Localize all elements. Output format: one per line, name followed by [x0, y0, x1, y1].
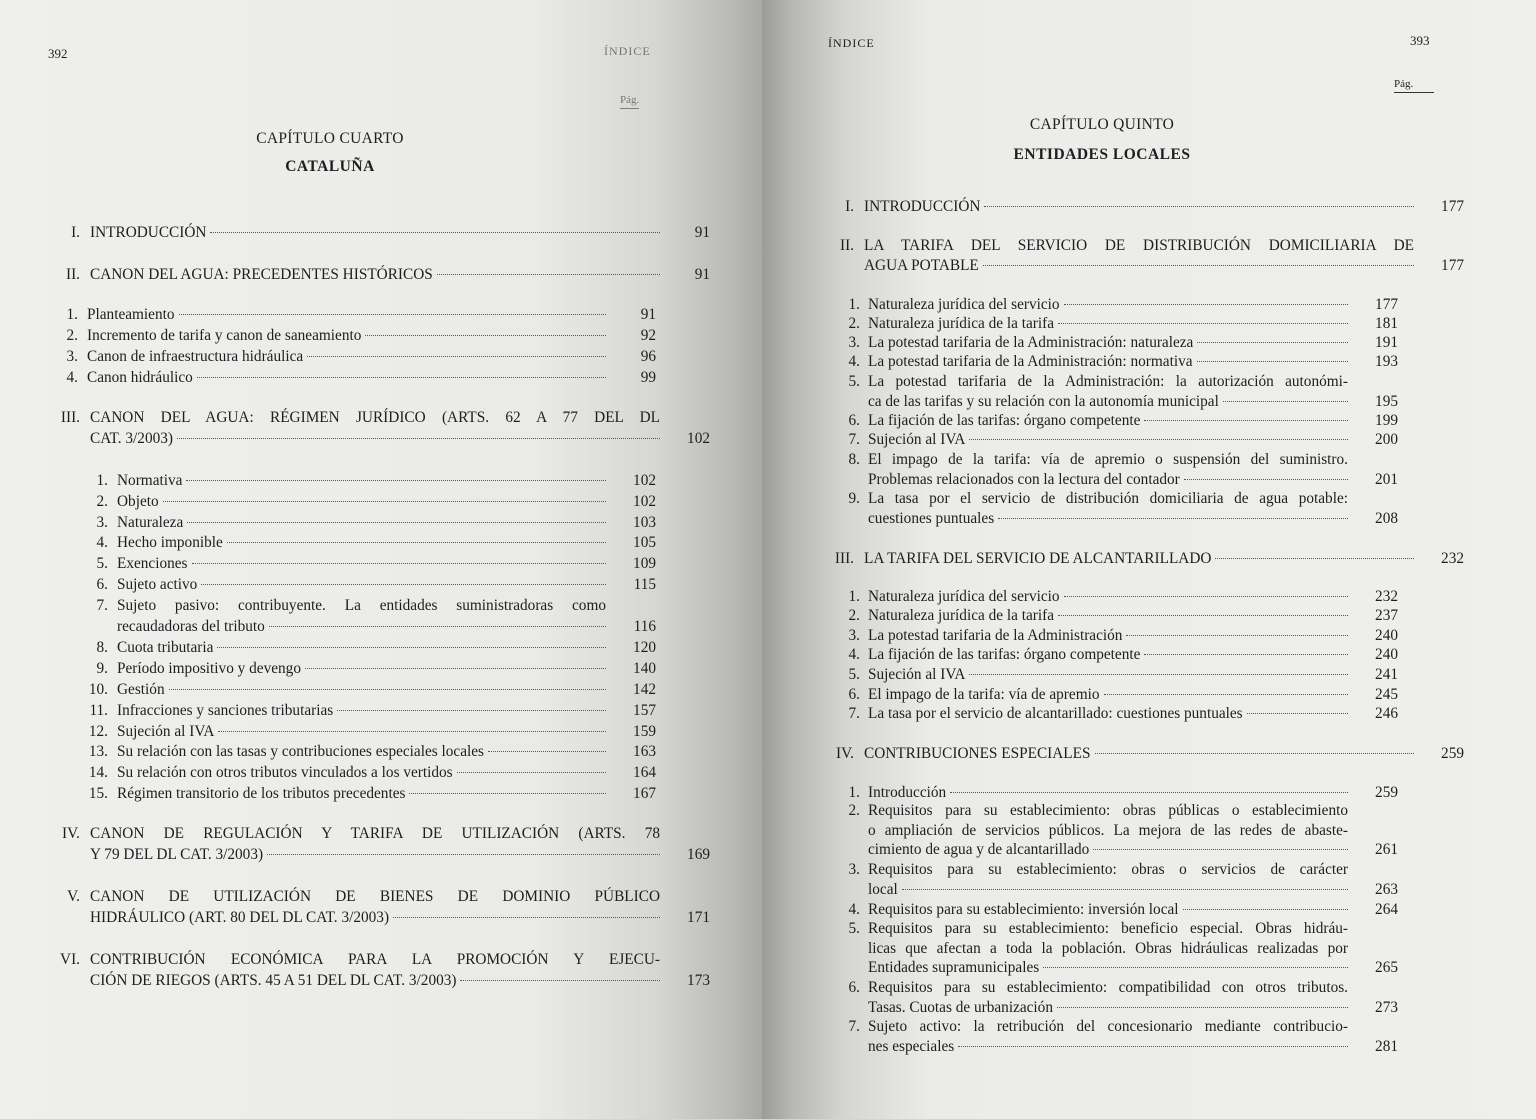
- dot-leader: [1043, 964, 1348, 968]
- toc-entry: [0, 304, 680, 325]
- toc-entry-page: 237: [1375, 607, 1398, 624]
- page-number: 392: [48, 46, 68, 61]
- toc-entry-title-line: La potestad tarifaria de la Administración: [868, 627, 1123, 644]
- toc-entry-title-line: Naturaleza: [117, 514, 184, 531]
- dot-leader: [307, 353, 606, 357]
- toc-entry-title-line: Introducción: [868, 784, 947, 801]
- toc-entry: [762, 352, 1442, 372]
- toc-entry-title-line: o ampliación de servicios públicos. La mejora de las redes de abaste-: [868, 821, 1348, 839]
- toc-entry-title-line: Entidades supramunicipales: [868, 959, 1040, 976]
- toc-entry: [762, 626, 1442, 646]
- toc-entry-title-line: La tasa por el servicio de alcantarillado: cuestiones puntuales: [868, 705, 1243, 722]
- toc-entry: [0, 721, 680, 742]
- toc-entry-page: 91: [694, 266, 710, 283]
- toc-entry: [762, 783, 1442, 803]
- toc-entry-page: 102: [633, 472, 656, 489]
- toc-entry-number: 14.: [88, 764, 108, 781]
- toc-entry-page: 103: [633, 514, 656, 531]
- toc-entry-number: II.: [839, 237, 854, 254]
- dot-leader: [169, 686, 606, 690]
- toc-entry: [0, 491, 680, 512]
- toc-entry-title-line: INTRODUCCIÓN: [864, 198, 981, 215]
- dot-leader: [1058, 612, 1348, 616]
- toc-entry-number: IV.: [62, 825, 80, 842]
- toc-entry-title-line: Gestión: [117, 681, 165, 698]
- toc-entry-number: V.: [67, 888, 80, 905]
- toc-entry-page: 201: [1375, 470, 1398, 488]
- toc-entry-page: 105: [633, 534, 656, 551]
- toc-entry-number: 4.: [848, 901, 860, 918]
- dot-leader: [983, 262, 1414, 266]
- toc-entry-number: 5.: [96, 555, 108, 572]
- toc-entry-title-line: local: [868, 880, 898, 898]
- dot-leader: [1197, 358, 1348, 362]
- dot-leader: [267, 851, 660, 855]
- dot-leader: [958, 1043, 1348, 1047]
- toc-entry-number: 3.: [66, 348, 78, 365]
- toc-entry-number: 4.: [66, 369, 78, 386]
- toc-entry-title-line: Sujeción al IVA: [117, 723, 215, 740]
- toc-entry-page: 167: [633, 785, 656, 802]
- toc-entry-page: 240: [1375, 627, 1398, 644]
- toc-entry-title-line: La fijación de las tarifas: órgano competente: [868, 646, 1141, 663]
- toc-entry-page: 195: [1375, 392, 1398, 410]
- toc-entry-title-line: Sujeto activo: la retribución del concesionario mediante contribucio-: [868, 1018, 1348, 1035]
- toc-entry-page: 261: [1375, 841, 1398, 858]
- toc-entry-page: 232: [1441, 550, 1464, 567]
- toc-entry-page: 181: [1375, 315, 1398, 332]
- toc-entry: [762, 606, 1442, 626]
- dot-leader: [227, 539, 606, 543]
- toc-entry-title-line: CIÓN DE RIEGOS (ARTS. 45 A 51 DEL DL CAT. 3/2003): [90, 972, 457, 989]
- toc-entry-page: 281: [1375, 1037, 1398, 1055]
- dot-leader: [409, 790, 606, 794]
- toc-entry-number: VI.: [60, 951, 80, 968]
- toc-entry-title-line: Incremento de tarifa y canon de saneamiento: [87, 327, 362, 344]
- toc-entry-page: 115: [633, 576, 656, 593]
- dot-leader: [437, 271, 660, 275]
- toc-entry-title-line: cimiento de agua y de alcantarillado: [868, 841, 1090, 858]
- toc-entry: [762, 860, 1442, 899]
- toc-entry-number: 3.: [848, 627, 860, 644]
- toc-entry: [54, 222, 734, 243]
- dot-leader: [1183, 906, 1348, 910]
- toc-entry: [762, 801, 1442, 860]
- toc-entry-number: 7.: [848, 431, 860, 448]
- dot-leader: [969, 671, 1348, 675]
- toc-entry-page: 264: [1375, 901, 1398, 918]
- toc-entry-page: 99: [640, 369, 656, 386]
- toc-entry-page: 200: [1375, 431, 1398, 448]
- dot-leader: [1095, 750, 1415, 754]
- dot-leader: [1093, 846, 1348, 850]
- toc-entry: [762, 587, 1442, 607]
- toc-entry-page: 142: [633, 681, 656, 698]
- toc-entry-title-line: Régimen transitorio de los tributos precedentes: [117, 785, 406, 802]
- dot-leader: [201, 581, 606, 585]
- toc-entry-page: 140: [633, 660, 656, 677]
- chapter-label: CAPÍTULO QUINTO: [1029, 116, 1175, 133]
- toc-entry-title-line: Requisitos para su establecimiento: compatibilidad con otros tributos.: [868, 979, 1348, 996]
- toc-entry-number: 1.: [848, 588, 860, 605]
- toc-entry-title-line: recaudadoras del tributo: [117, 618, 265, 635]
- toc-entry-number: 5.: [848, 666, 860, 683]
- dot-leader: [998, 515, 1348, 519]
- toc-entry: [762, 978, 1442, 1017]
- toc-entry-number: 6.: [96, 576, 108, 593]
- dot-leader: [984, 203, 1414, 207]
- toc-entry-title-line: Normativa: [117, 472, 183, 489]
- toc-entry-title-line: AGUA POTABLE: [864, 256, 979, 274]
- toc-entry-title-line: Naturaleza jurídica del servicio: [868, 296, 1060, 313]
- dot-leader: [1104, 691, 1349, 695]
- toc-entry-page: 159: [633, 723, 656, 740]
- running-head: ÍNDICE: [604, 44, 651, 58]
- toc-entry-number: 4.: [848, 353, 860, 370]
- toc-entry-title-line: CANON DEL AGUA: RÉGIMEN JURÍDICO (ARTS. 62 A 77 DEL DL: [90, 409, 660, 426]
- toc-entry-number: 6.: [848, 412, 860, 429]
- toc-entry-page: 208: [1375, 509, 1398, 527]
- toc-entry-number: 12.: [88, 723, 108, 740]
- toc-entry-page: 263: [1375, 880, 1398, 898]
- running-head: ÍNDICE: [828, 36, 875, 50]
- toc-entry: [762, 900, 1442, 920]
- toc-entry-title-line: licas que afectan a toda la población. Obras hidráulicas realizadas por: [868, 939, 1348, 957]
- dot-leader: [210, 229, 660, 233]
- toc-entry-title-line: La potestad tarifaria de la Administración: naturaleza: [868, 334, 1194, 351]
- toc-entry: [762, 704, 1442, 724]
- toc-entry: [0, 470, 680, 491]
- toc-entry: [828, 236, 1508, 275]
- dot-leader: [393, 914, 660, 918]
- toc-entry-page: 173: [687, 972, 710, 989]
- toc-entry: [0, 679, 680, 700]
- toc-entry-number: III.: [834, 550, 854, 567]
- toc-entry-title-line: Naturaleza jurídica del servicio: [868, 588, 1060, 605]
- toc-entry: [54, 407, 734, 449]
- toc-entry: [762, 645, 1442, 665]
- toc-entry: [0, 741, 680, 762]
- toc-entry-number: 11.: [89, 702, 108, 719]
- chapter-title: ENTIDADES LOCALES: [1013, 146, 1191, 163]
- toc-entry: [762, 919, 1442, 978]
- toc-entry: [0, 367, 680, 388]
- toc-entry-page: 199: [1375, 412, 1398, 429]
- toc-entry-title-line: CONTRIBUCIÓN ECONÓMICA PARA LA PROMOCIÓN Y EJECU-: [90, 951, 660, 968]
- toc-entry: [762, 685, 1442, 705]
- toc-entry: [0, 762, 680, 783]
- dot-leader: [1064, 593, 1348, 597]
- toc-entry-title-line: cuestiones puntuales: [868, 509, 995, 527]
- toc-entry: [0, 325, 680, 346]
- toc-entry-number: I.: [71, 224, 80, 241]
- toc-entry-number: 1.: [848, 784, 860, 801]
- toc-entry-title-line: El impago de la tarifa: vía de apremio: [868, 686, 1100, 703]
- toc-entry-title-line: El impago de la tarifa: vía de apremio o suspensión del suministro.: [868, 451, 1348, 468]
- toc-entry-number: 9.: [848, 490, 860, 507]
- toc-entry: [0, 512, 680, 533]
- toc-entry: [0, 595, 680, 637]
- toc-entry: [0, 532, 680, 553]
- toc-entry: [828, 549, 1508, 569]
- chapter-label: CAPÍTULO CUARTO: [256, 130, 404, 147]
- toc-entry-number: I.: [845, 198, 854, 215]
- dot-leader: [269, 623, 606, 627]
- dot-leader: [969, 436, 1348, 440]
- toc-entry-title-line: La tasa por el servicio de distribución domiciliaria de agua potable:: [868, 490, 1348, 507]
- toc-entry-number: 5.: [848, 920, 860, 937]
- toc-entry-title-line: Sujeto pasivo: contribuyente. La entidades suministradoras como: [117, 597, 606, 614]
- toc-entry-number: 1.: [96, 472, 108, 489]
- toc-entry-title-line: Exenciones: [117, 555, 188, 572]
- dot-leader: [187, 519, 606, 523]
- dot-leader: [177, 435, 660, 439]
- toc-entry: [762, 489, 1442, 528]
- toc-entry-title-line: CANON DE UTILIZACIÓN DE BIENES DE DOMINIO PÚBLICO: [90, 888, 660, 905]
- pag-label: Pág.: [620, 94, 639, 109]
- toc-entry: [762, 372, 1442, 411]
- toc-entry-title-line: Canon de infraestructura hidráulica: [87, 348, 304, 365]
- toc-entry-title-line: Requisitos para su establecimiento: obras públicas o establecimiento: [868, 802, 1348, 819]
- toc-entry-page: 120: [633, 639, 656, 656]
- dot-leader: [197, 374, 606, 378]
- toc-entry-number: 7.: [96, 597, 108, 614]
- toc-entry-page: 102: [633, 493, 656, 510]
- toc-entry: [0, 553, 680, 574]
- toc-entry-title-line: CANON DE REGULACIÓN Y TARIFA DE UTILIZACIÓN (ARTS. 78: [90, 825, 660, 842]
- toc-entry-number: 15.: [88, 785, 108, 802]
- toc-entry-title-line: Su relación con las tasas y contribuciones especiales locales: [117, 743, 484, 760]
- right-page: [762, 0, 1536, 1119]
- dot-leader: [192, 560, 606, 564]
- toc-entry-title-line: Requisitos para su establecimiento: inversión local: [868, 901, 1179, 918]
- toc-entry-page: 265: [1375, 959, 1398, 976]
- toc-entry-page: 163: [633, 743, 656, 760]
- dot-leader: [1223, 398, 1348, 402]
- toc-entry-title-line: La potestad tarifaria de la Administración: la autorización autonómi-: [868, 373, 1348, 390]
- dot-leader: [950, 789, 1348, 793]
- toc-entry-number: 3.: [96, 514, 108, 531]
- toc-entry-number: III.: [60, 409, 80, 426]
- toc-entry: [54, 823, 734, 865]
- toc-entry-page: 177: [1441, 198, 1464, 215]
- toc-entry: [762, 1017, 1442, 1056]
- dot-leader: [460, 977, 660, 981]
- toc-entry-page: 91: [694, 224, 710, 241]
- toc-entry: [0, 700, 680, 721]
- toc-entry-title-line: Sujeción al IVA: [868, 666, 966, 683]
- toc-entry: [762, 665, 1442, 685]
- toc-entry-title-line: La potestad tarifaria de la Administración: normativa: [868, 353, 1193, 370]
- toc-entry-page: 232: [1375, 588, 1398, 605]
- left-page: [0, 0, 762, 1119]
- toc-entry: [762, 411, 1442, 431]
- toc-entry-title-line: Sujeción al IVA: [868, 431, 966, 448]
- dot-leader: [488, 748, 606, 752]
- toc-entry-title-line: Canon hidráulico: [87, 369, 193, 386]
- dot-leader: [1247, 710, 1348, 714]
- toc-entry-page: 177: [1441, 256, 1464, 274]
- toc-entry-title-line: Cuota tributaria: [117, 639, 214, 656]
- toc-entry-page: 164: [633, 764, 656, 781]
- toc-entry: [54, 886, 734, 928]
- toc-entry-title-line: Naturaleza jurídica de la tarifa: [868, 315, 1054, 332]
- toc-entry-page: 246: [1375, 705, 1398, 722]
- toc-entry-page: 116: [633, 618, 656, 635]
- toc-entry-page: 109: [633, 555, 656, 572]
- toc-entry-page: 169: [687, 846, 710, 863]
- toc-entry-number: 10.: [88, 681, 108, 698]
- dot-leader: [1144, 417, 1348, 421]
- toc-entry-page: 259: [1375, 784, 1398, 801]
- toc-entry-title-line: ca de las tarifas y su relación con la autonomía municipal: [868, 392, 1219, 410]
- toc-entry-title-line: Período impositivo y devengo: [117, 660, 301, 677]
- toc-entry-number: 2.: [848, 315, 860, 332]
- toc-entry-page: 157: [633, 702, 656, 719]
- toc-entry: [54, 264, 734, 285]
- toc-entry-number: 6.: [848, 686, 860, 703]
- toc-entry: [54, 949, 734, 991]
- toc-entry-page: 240: [1375, 646, 1398, 663]
- toc-entry: [762, 295, 1442, 315]
- toc-entry-title-line: LA TARIFA DEL SERVICIO DE DISTRIBUCIÓN DOMICILIARIA DE: [864, 237, 1414, 254]
- toc-entry-page: 102: [687, 430, 710, 447]
- dot-leader: [1058, 320, 1348, 324]
- toc-entry-title-line: INTRODUCCIÓN: [90, 224, 207, 241]
- toc-entry-page: 92: [640, 327, 656, 344]
- toc-entry-number: 1.: [66, 306, 78, 323]
- toc-entry-title-line: Tasas. Cuotas de urbanización: [868, 998, 1053, 1016]
- toc-entry-page: 191: [1375, 334, 1398, 351]
- dot-leader: [1057, 1004, 1348, 1008]
- toc-entry-title-line: Naturaleza jurídica de la tarifa: [868, 607, 1054, 624]
- toc-entry-number: 3.: [848, 861, 860, 878]
- toc-entry-title-line: nes especiales: [868, 1037, 955, 1055]
- toc-entry: [0, 574, 680, 595]
- toc-entry-page: 273: [1375, 998, 1398, 1016]
- toc-entry-title-line: Objeto: [117, 493, 159, 510]
- dot-leader: [305, 665, 606, 669]
- dot-leader: [1215, 555, 1414, 559]
- toc-entry-number: 1.: [848, 296, 860, 313]
- toc-entry: [0, 658, 680, 679]
- dot-leader: [1197, 339, 1348, 343]
- dot-leader: [1126, 632, 1348, 636]
- toc-entry: [828, 197, 1508, 217]
- toc-entry-title-line: Sujeto activo: [117, 576, 198, 593]
- toc-entry-title-line: Y 79 DEL DL CAT. 3/2003): [90, 846, 264, 863]
- toc-entry-title-line: Requisitos para su establecimiento: obras o servicios de carácter: [868, 861, 1348, 878]
- page-number: 393: [1410, 33, 1430, 48]
- toc-entry-title-line: Requisitos para su establecimiento: beneficio especial. Obras hidráu-: [868, 920, 1348, 937]
- toc-entry-number: 2.: [848, 607, 860, 624]
- toc-entry-number: 7.: [848, 1018, 860, 1035]
- toc-entry-number: 4.: [848, 646, 860, 663]
- toc-entry-number: 4.: [96, 534, 108, 551]
- toc-entry-number: 2.: [848, 802, 860, 819]
- toc-entry: [762, 450, 1442, 489]
- dot-leader: [337, 707, 606, 711]
- chapter-title: CATALUÑA: [285, 158, 375, 175]
- dot-leader: [179, 311, 606, 315]
- toc-entry-number: II.: [65, 266, 80, 283]
- dot-leader: [365, 332, 606, 336]
- dot-leader: [457, 769, 606, 773]
- toc-entry-page: 259: [1441, 745, 1464, 762]
- dot-leader: [186, 477, 606, 481]
- toc-entry-title-line: Problemas relacionados con la lectura del contador: [868, 470, 1180, 488]
- toc-entry-number: 2.: [66, 327, 78, 344]
- pag-label: Pág.: [1394, 78, 1434, 93]
- dot-leader: [1184, 476, 1348, 480]
- toc-entry-title-line: HIDRÁULICO (ART. 80 DEL DL CAT. 3/2003): [90, 909, 390, 926]
- toc-entry: [0, 346, 680, 367]
- toc-entry-title-line: LA TARIFA DEL SERVICIO DE ALCANTARILLADO: [864, 550, 1212, 567]
- dot-leader: [217, 644, 606, 648]
- toc-entry-number: 2.: [96, 493, 108, 510]
- toc-entry: [762, 333, 1442, 353]
- toc-entry-title-line: La fijación de las tarifas: órgano competente: [868, 412, 1141, 429]
- toc-entry: [0, 637, 680, 658]
- dot-leader: [1144, 651, 1348, 655]
- toc-entry-page: 177: [1375, 296, 1398, 313]
- toc-entry-page: 241: [1375, 666, 1398, 683]
- toc-entry-number: 5.: [848, 373, 860, 390]
- toc-entry-number: IV.: [836, 745, 854, 762]
- toc-entry-page: 96: [640, 348, 656, 365]
- dot-leader: [1064, 301, 1348, 305]
- toc-entry: [0, 783, 680, 804]
- toc-entry-number: 13.: [88, 743, 108, 760]
- dot-leader: [902, 886, 1348, 890]
- toc-entry-page: 171: [687, 909, 710, 926]
- dot-leader: [218, 728, 606, 732]
- toc-entry-number: 8.: [96, 639, 108, 656]
- toc-entry-page: 245: [1375, 686, 1398, 703]
- dot-leader: [163, 498, 606, 502]
- toc-entry-page: 91: [640, 306, 656, 323]
- toc-entry-title-line: Infracciones y sanciones tributarias: [117, 702, 334, 719]
- toc-entry-title-line: Planteamiento: [87, 306, 175, 323]
- toc-entry-page: 193: [1375, 353, 1398, 370]
- toc-entry-title-line: Hecho imponible: [117, 534, 223, 551]
- toc-entry-title-line: Su relación con otros tributos vinculados a los vertidos: [117, 764, 453, 781]
- toc-entry-title-line: CONTRIBUCIONES ESPECIALES: [864, 745, 1091, 762]
- toc-entry: [828, 744, 1508, 764]
- toc-entry: [762, 430, 1442, 450]
- toc-entry-number: 8.: [848, 451, 860, 468]
- toc-entry-number: 3.: [848, 334, 860, 351]
- toc-entry-number: 9.: [96, 660, 108, 677]
- toc-entry-number: 7.: [848, 705, 860, 722]
- toc-entry-title-line: CAT. 3/2003): [90, 430, 173, 447]
- toc-entry-number: 6.: [848, 979, 860, 996]
- toc-entry-title-line: CANON DEL AGUA: PRECEDENTES HISTÓRICOS: [90, 266, 433, 283]
- toc-entry: [762, 314, 1442, 334]
